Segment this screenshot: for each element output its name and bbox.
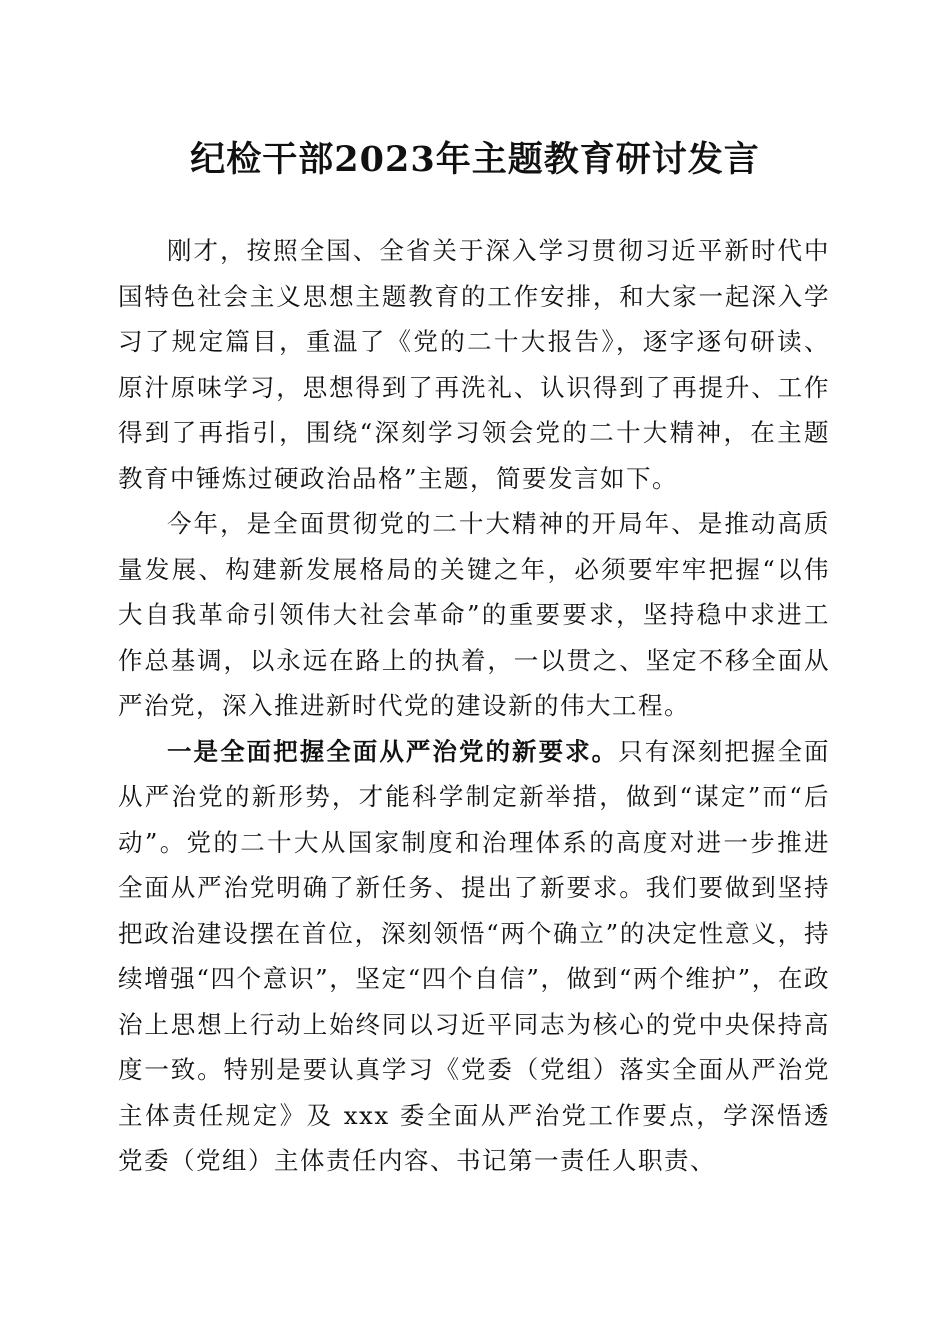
paragraph-3 — [118, 729, 830, 1184]
paragraph-3-lead-heading: 一是全面把握全面从严治党的新要求。 — [167, 736, 619, 766]
document-title: 纪检干部2023年主题教育研讨发言 — [190, 139, 760, 180]
paragraph-3-text: 只有深刻把握全面从严治党的新形势，才能科学制定新举措，做到“谋定”而“后动”。党的二十大从国家制度和治理体系的高度对进一步推进全面从严治党明确了新任务、提出了新要求。我们要做到坚持把政治建设摆在首位，深刻领悟“两个确立”的决定性意义，持续增强“四个意识”，坚定“四个自信”，做到“两个维护”，在政治上思想上行动上始终同以习近平同志为核心的党中央保持高度一致。特别是要认真学习《党委（党组）落实全面从严治党主体责任规定》及 xxx 委全面从严治党工作要点，学深悟透党委（党组）主体责任内容、书记第一责任人职责、 — [118, 736, 831, 1175]
document-body — [118, 228, 830, 1184]
paragraph-1 — [118, 228, 830, 501]
paragraph-2 — [118, 501, 830, 729]
paragraph-2-text: 今年，是全面贯彻党的二十大精神的开局年、是推动高质量发展、构建新发展格局的关键之年，必须要牢牢把握“以伟大自我革命引领伟大社会革命”的重要要求，坚持稳中求进工作总基调，以永远在路上的执着，一以贯之、坚定不移全面从严治党，深入推进新时代党的建设新的伟大工程。 — [118, 509, 830, 720]
paragraph-1-text: 刚才，按照全国、全省关于深入学习贯彻习近平新时代中国特色社会主义思想主题教育的工作安排，和大家一起深入学习了规定篇目，重温了《党的二十大报告》，逐字逐句研读、原汁原味学习，思想得到了再洗礼、认识得到了再提升、工作得到了再指引，围绕“深刻学习领会党的二十大精神，在主题教育中锤炼过硬政治品格”主题，简要发言如下。 — [118, 236, 830, 493]
